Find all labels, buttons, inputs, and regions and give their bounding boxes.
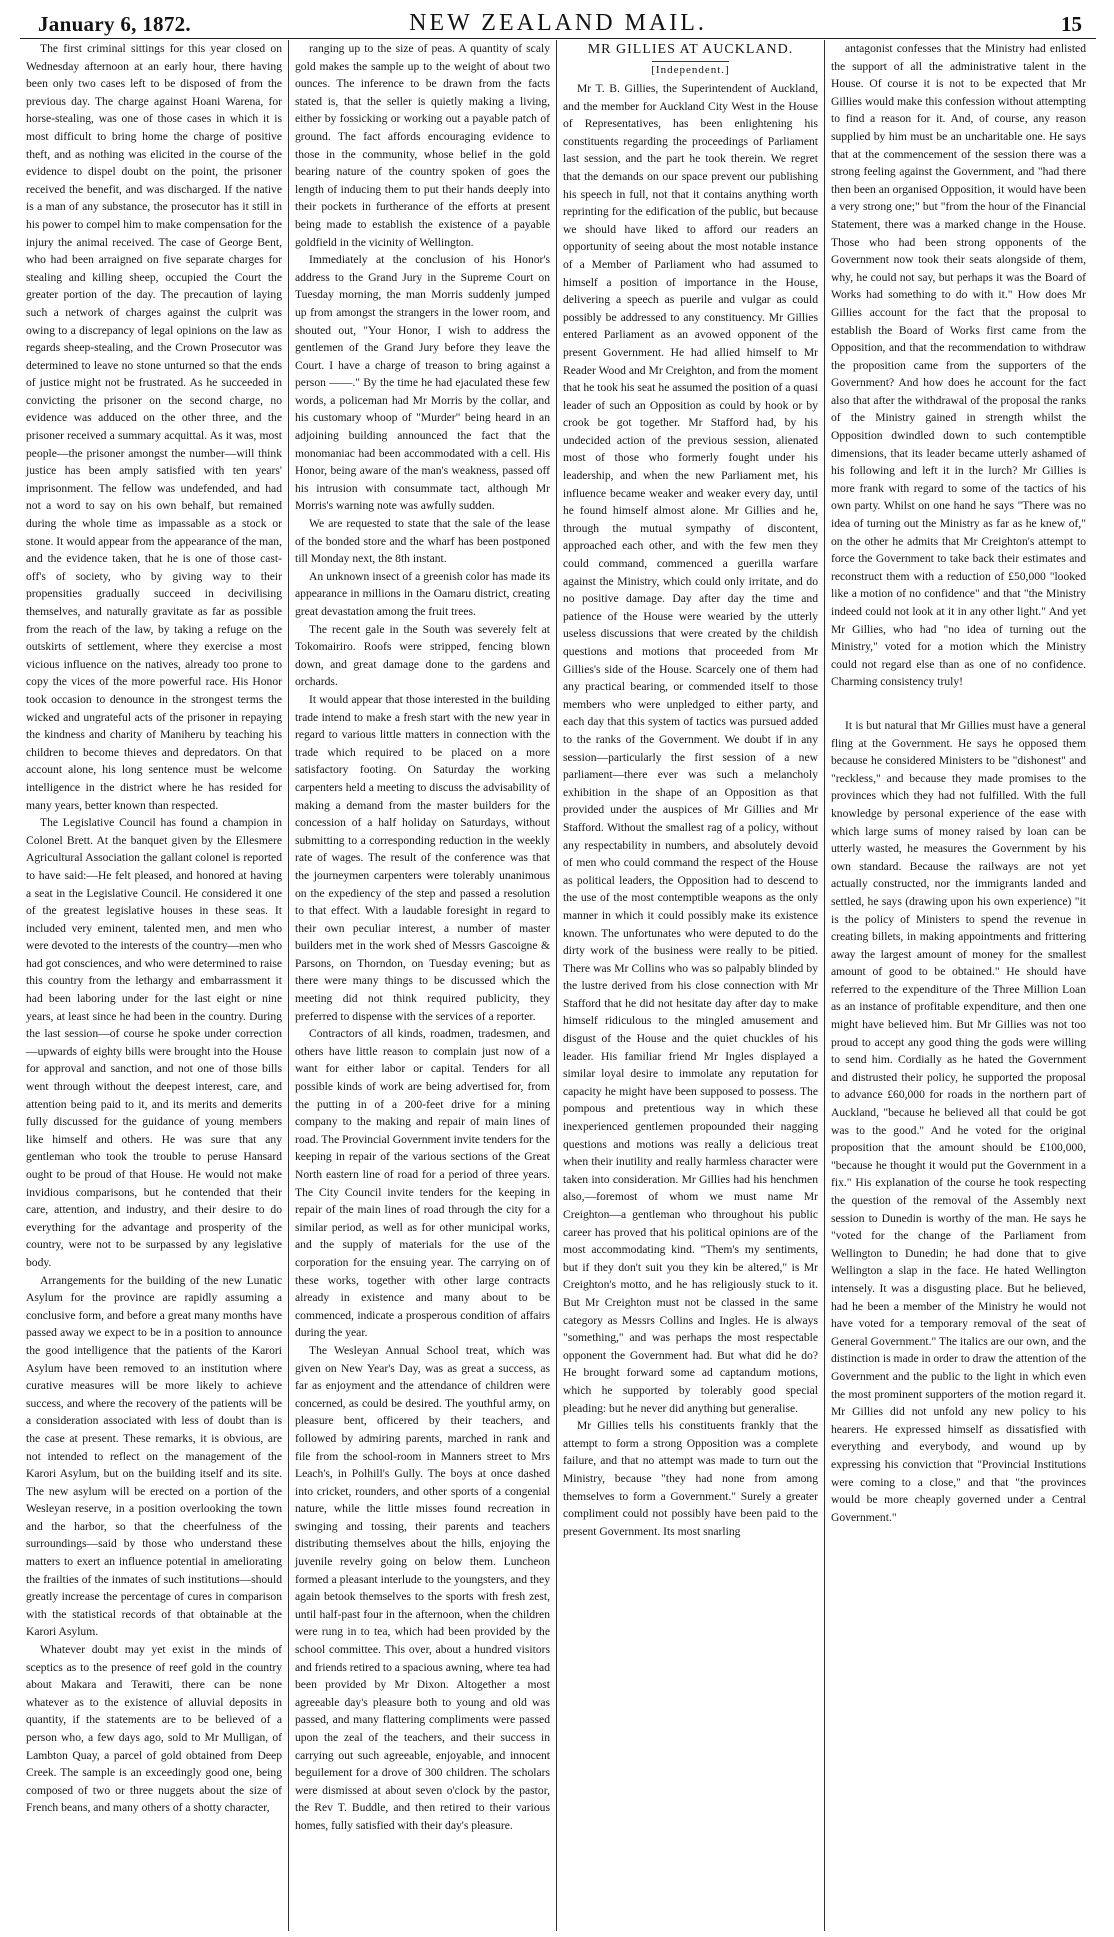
paragraph-insect: An unknown insect of a greenish color has made its appearance in millions in the Oamaru district, creating great devastation among the fruit trees. bbox=[295, 569, 550, 618]
column-3 bbox=[556, 40, 824, 1931]
paragraph-gold-sample: ranging up to the size of peas. A quantity of scaly gold makes the sample up to the weight of about two ounces. The inference to be drawn from the facts stated is, that the seller is quietly making a living, either by fossicking or working out a payable patch of ground. The fact affords encouraging evidence to those in the community, whose belief in the gold bearing nature of the country spoken of goes the length of inducing them to put their hands deeply into their pockets in furtherance of the efforts at present being made to establish the existence of a payable goldfield in the vicinity of Wellington. bbox=[295, 42, 550, 249]
paragraph-reef-gold: Whatever doubt may yet exist in the minds of sceptics as to the presence of reef gold in the country about Makara and Terawiti, there can be none whatever as to the existence of alluvial deposits in quantity, if the statements are to be believed of a person who, a few days ago, sold to Mr Mulligan, of Lambton Quay, a parcel of gold obtained from Deep Creek. The sample is an exceedingly good one, being composed of two or three nuggets about the size of French beans, and many others of a shotty character, bbox=[26, 1643, 282, 1815]
paragraph-gillies-opposition: Mr T. B. Gillies, the Superintendent of Auckland, and the member for Auckland City West in the House of Representatives, has been enlightening his constituents regarding the proceedings of Parliament last session, and the part he took therein. We regret that the demands on our space prevent our publishing his speech in full, not that it contains anything worth reprinting for the edification of the public, but because we should have liked to afford our readers an opportunity of seeing about the most notable instance of a Member of Parliament who had assumed to himself a position of importance in the House, delivering a speech as puerile and vulgar as could possibly be addressed to any constituency. Mr Gillies entered Parliament as an avowed opponent of the present Government. He had allied himself to Mr Reader Wood and Mr Creighton, and from the moment that he took his seat he assumed the position of a quasi leader of such an Opposition as could by hook or by crook be got together. Mr Stafford had, by his undecided action of the previous session, alienated most of those who formerly fought under his leadership, and when the new Parliament met, his influence became weaker and weaker every day, until he found himself almost alone. Mr Gillies and he, through the mutual sympathy of discontent, approached each other, and with the few men they could command, commenced a guerilla warfare against the Ministry, which could only irritate, and do no positive damage. Day after day the time and patience of the House were wearied by the utterly useless discussions that were created by the childish questions and motions that proceeded from Mr Gillies's side of the House. Scarcely one of them had any practical bearing, or commended itself to those members who were unpledged to either party, and each day that this system of tactics was pursued added to the ranks of the Government. We doubt if in any session—particularly the first session of a new parliament—there ever was such a melancholy exhibition in the shape of an Opposition as that provided under the auspices of Mr Gillies and Mr Stafford. Without the smallest rag of a policy, without any respectability in numbers, and absolutely devoid of men who could command the respect of the House as political leaders, the Opposition had to descend to the use of the most contemptible weapons as the only manner in which it could possibly make its existence known. The unfortunates who were deputed to do the dirty work of the business were really to be pitied. There was Mr Collins who was so palpably blinded by the lustre derived from his close connection with Mr Stafford that he did not hesitate day after day to make himself ridiculous to the mingled amusement and disgust of the House and the quiet chuckles of his leader. His familiar friend Mr Ingles displayed a similar loyal desire to immolate any reputation for capacity he might have been supposed to possess. The pompous and pretentious way in which these inexperienced gentlemen propounded their nagging questions and motions was really a delicious treat when their inutility and really harmless character were taken into consideration. Mr Gillies had his henchmen also,—foremost of whom we must name Mr Creighton—a gentleman who throughout his public career has proved that his political opinions are of the most accommodating kind. "Them's my sentiments, but if they don't suit you they kin be altered," is Mr Creighton's motto, and he has religiously stuck to it. But Mr Creighton must not be classed in the same category as Messrs Collins and Ingles. He is always "something," and was perhaps the most respectable opponent the Government had. But what did he do? He brought forward some ad captandum motions, which he supported by tolerably good special pleading: but he never did anything but generalise. bbox=[563, 82, 818, 1415]
column-4 bbox=[824, 40, 1092, 1931]
paragraph-criminal-sittings: The first criminal sittings for this year closed on Wednesday afternoon at an early hour, there having been only two cases left to be disposed of from the previous day. The charge against Hoani Warena, for horse-stealing, was one of those cases in which it is most difficult to bring home the charge of positive theft, and as nothing was elicited in the course of the evidence to dispel doubt on the point, the prisoner received the benefit, and was discharged. If the native is a man of any substance, the prosecutor has it still in his power to compel him to make compensation for the injury the animal received. The case of George Bent, who had been arraigned on five separate charges for stealing and killing sheep, occupied the Court the greater portion of the day. The precaution of laying such a network of charges against the culprit was owing to a discrepancy of legal opinions on the law as regards sheep-stealing, and the Crown Prosecutor was determined to leave no stone unturned so that the ends of justice might not be frustrated. As he succeeded in convicting the prisoner on the second charge, no evidence was adduced on the other three, and the prisoner received a summary acquittal. As it was, most people—the prisoner amongst the number—will think justice has been amply satisfied with ten years' imprisonment. The fellow was undefended, and had not a word to say on his own behalf, but remained during the whole time as impassable as a stock or stone. It would appear from the appearance of the man, and the evidence taken, that he is one of those cast-off's of society, who by giving way to their propensities gradually succeed in decivilising themselves, and naturally gravitate as far as possible from the reach of the law, by taking a refuge on the outskirts of settlement, where they exercise a most vicious influence on the natives, already too prone to copy the vices of the more powerful race. His Honor took occasion to denounce in the strongest terms the wicked and ungrateful acts of the prisoner in repaying the kindness and charity of Maniheru by teaching his children to become thieves and depredators. On that account alone, his long sentence must be welcome intelligence in the district where he has resided for many years, better known than respected. bbox=[26, 42, 282, 812]
column-container bbox=[20, 40, 1096, 1931]
paragraph-bonded-store: We are requested to state that the sale of the lease of the bonded store and the wharf has been postponed till Monday next, the 8th instant. bbox=[295, 517, 550, 566]
page-number: 15 bbox=[1061, 12, 1082, 36]
paragraph-lunatic-asylum: Arrangements for the building of the new Lunatic Asylum for the province are rapidly assuming a conclusive form, and before a great many months have passed away we expect to be in a position to announce the good intelligence that the patients of the Karori Asylum have been removed to an institution where curative measures will be more likely to achieve success, and where the recovery of the patients will be a consideration associated with less of doubt than is the case at present. These remarks, it is obvious, are not intended to reflect on the management of the Karori Asylum, but on the building itself and its site. The new asylum will be erected on a portion of the Wesleyan reserve, in a position overlooking the town and the harbor, so that the cheerfulness of the surroundings—said by those who understand these matters to exert an influence potential in ameliorating the frailties of the inmates of such institutions—should greatly increase the percentage of cures in comparison with the statistical records of that obtainable at the Karori Asylum. bbox=[26, 1273, 282, 1639]
article-source: [Independent.] bbox=[651, 64, 730, 76]
article-heading: MR GILLIES AT AUCKLAND. bbox=[587, 42, 794, 57]
column-2 bbox=[288, 40, 556, 1931]
paragraph-school-treat: The Wesleyan Annual School treat, which was given on New Year's Day, was as great a success, as far as enjoyment and the attendance of children were concerned, as could be desired. The youthful army, on pleasure bent, officered by their teachers, and followed by admiring parents, marched in rank and file from the school-room in Manners street to Mrs Leach's, in Polhill's Gully. The boys at once dashed into cricket, rounders, and other sports of a congenial nature, while the little misses found recreation in swinging and tossing, their parents and teachers distributing themselves about the hills, enjoying the juvenile revelry going on below them. Luncheon formed a pleasant interlude to the youngsters, and they again betook themselves to the sports with fresh zest, until half-past four in the afternoon, when the children were rung in to tea, which had been provided by the school committee. This over, about a hundred visitors and friends retired to a spacious awning, where tea had been provided by Mr Dixon. Altogether a most agreeable day's pleasure both to young and old was passed, and many flattering compliments were passed upon the zeal of the teachers, and their success in carrying out such agreeable, enjoyable, and innocent beguilement for a drove of 300 children. The scholars were dismissed at about seven o'clock by the pastor, the Rev T. Buddle, and then retired to their various homes, fully satisfied with their day's pleasure. bbox=[295, 1343, 550, 1832]
newspaper-title: NEW ZEALAND MAIL. bbox=[409, 10, 707, 36]
masthead bbox=[20, 10, 1096, 39]
paragraph-morris-outburst: Immediately at the conclusion of his Honor's address to the Grand Jury in the Supreme Court on Tuesday morning, the man Morris suddenly jumped up from amongst the strangers in the lower room, and shouted out, "Your Honor, I wish to address the gentlemen of the Grand Jury before they leave the Court. I have a charge of treason to bring against a person ——." By the time he had ejaculated these few words, a policeman had Mr Morris by the collar, and his customary whoop of "Murder" being heard in an adjoining building announced the fact that the monomaniac had been accommodated with a cell. His Honor, being aware of the man's weakness, passed off his intrusion with consummate tact, although Mr Morris's warning note was awfully sudden. bbox=[295, 253, 550, 513]
column-1 bbox=[20, 40, 288, 1931]
paragraph-gale: The recent gale in the South was severely felt at Tokomairiro. Roofs were stripped, fencing blown down, and great damage done to the gardens and orchards. bbox=[295, 622, 550, 689]
issue-date: January 6, 1872. bbox=[38, 12, 191, 36]
heading-divider bbox=[652, 61, 729, 62]
paragraph-legislative-council: The Legislative Council has found a champion in Colonel Brett. At the banquet given by the Ellesmere Agricultural Association the gallant colonel is reported to have said:—He felt pleased, and honored at having a seat in the Legislative Council. He considered it one of the greatest legislative houses in these seas. It included very eminent, talented men, and men who were devoted to the interests of the country—men who had got consciences, and who were determined to raise this country from the lethargy and embarrassment it had been laboring under for the last eight or nine years, at least since he had been in the country. During the last session—of course he spoke under correction—upwards of eighty bills were brought into the House for approval and sanction, and not one of those bills went through without the deepest interest, care, and attention being paid to it, and its merits and demerits fully discussed for the guidance of young members like himself and others. He was sure that any gentleman who took the trouble to peruse Hansard ought to be proud of that House. He would not make invidious comparisons, but he contended that their care, attention, and industry, and their desire to do everything for the advantage and prosperity of the country, were not to be surpassed by any legislative body. bbox=[26, 816, 282, 1269]
paragraph-building-trade: It would appear that those interested in the building trade intend to make a fresh start with the new year in regard to various little matters in connection with the trade which required to be placed on a more satisfactory footing. On Saturday the working carpenters held a meeting to discuss the advisability of making a demand from the master builders for the concession of a half holiday on Saturdays, without submitting to a corresponding reduction in the weekly rate of wages. The result of the conference was that the journeymen carpenters were tolerably unanimous on the expediency of the step and passed a resolution to that effect. With a laudable foresight in regard to their own peculiar interest, a number of master builders met in the work shed of Messrs Gascoigne & Parsons, on Thorndon, on Tuesday evening; but as there were many things to be discussed which the meeting did not think required publicity, they preferred to dispense with the services of a reporter. bbox=[295, 692, 550, 1023]
paragraph-gillies-fling: It is but natural that Mr Gillies must have a general fling at the Government. He says he opposed them because he considered Ministers to be "dishonest" and "reckless," and because they made promises to the provinces which they had not fulfilled. With the full knowledge by personal experience of the ease with which large sums of money raised by loan can be utterly wasted, he measures the Government by his own standard. Because the railways are not yet actually constructed, nor the immigrants landed and settled, he says (drawing upon his own experience) "it is the policy of Ministers to spend the revenue in creating billets, in making appointments and frittering away the largest amount of money for the smallest amount of good to be obtained." He should have referred to the expenditure of the Three Million Loan as an instance of profitable expenditure, and then one might have believed him. But Mr Gillies was not too proud to accept any good thing the gods were willing to send him. Cordially as he hated the Government and distrusted their policy, he supported the proposal to advance £60,000 for roads in the northern part of Auckland, "because he believed all that could be got was to the good." And he voted for the original proposition that the amount should be £100,000, "because he thought it would put the Government in a fix." His explanation of the course he took respecting the question of the removal of the Assembly next session to Dunedin is worthy of the man. He says he "voted for the change of the Parliament from Wellington to Dunedin; he had done that to give Wellington a slap in the face. He hated Wellington intensely. It was a disgusting place. But he believed, had he been a member of the Ministry he would not have voted for a temporary removal of the seat of General Government." The italics are our own, and the distinction is made in order to draw the attention of the Government and the public to the light in which even the most prominent supporters of the motion regard it. Mr Gillies did not unfold any new policy to his hearers. He expressed himself as dissatisfied with everything and everybody, and wound up by expressing his conviction that "Provincial Institutions were coming to a close," and that "the provinces would be more cheaply governed under a Central Government." bbox=[831, 718, 1087, 1524]
paragraph-contractors: Contractors of all kinds, roadmen, tradesmen, and others have little reason to complain just now of a want for either labor or capital. Tenders for all possible kinds of work are being advertised for, from the putting in of a 200-feet drive for a mining company to the making and repair of main lines of road. The Provincial Government invite tenders for the keeping in repair of the various sections of the Great North eastern line of road for a period of three years. The City Council invite tenders for the keeping in repair of the main lines of road through the city for a similar period, as well as for other municipal works, and the supply of materials for the use of the corporation for the ensuing year. The carrying on of these works, together with other large contracts already in existence and many about to be commenced, indicate a prosperous condition of affairs during the year. bbox=[295, 1027, 550, 1340]
paragraph-gillies-confession: antagonist confesses that the Ministry had enlisted the support of all the administrative talent in the House. Of course it is not to be expected that Mr Gillies would make this confession without attempting to find a reason for it. And, of course, any reason supplied by him must be an uncharitable one. He says that at the commencement of the session there was a strong feeling against the Government, and "had there then been an organised Opposition, it would have been a very strong one;" but "from the hour of the Financial Statement, there was a marked change in the House. Those who had been strong opponents of the Government now took their seats alongside of them, why, he could not say, but perhaps it was the Board of Works had something to do with it." How does Mr Gillies account for the fact that the proposal to establish the Board of Works first came from the Opposition, and that the recommendation to withdraw the proposition came from the supporters of the Government? And how does he account for the fact also that after the withdrawal of the proposal the ranks of the Ministry gained in strength whilst the Opposition dwindled down to such contemptible dimensions, that its leader became utterly ashamed of his following and left it in the lurch? Mr Gillies is more frank with regard to some of the tactics of his own party. Whilst on one hand he says "There was no idea of turning out the Ministry as far as he knew of," on the other he admits that Mr Creighton's attempt to force the Government to take back their estimates and reconstruct them with a reduction of £50,000 "looked like a motion of no confidence" and that "the Ministry indeed could not look at it in any other light." And yet Mr Gillies, who had "no idea of turning out the Ministry," voted for a motion which the Ministry could not regard else than as one of no confidence. Charming consistency truly! bbox=[831, 42, 1086, 689]
paragraph-gillies-failure: Mr Gillies tells his constituents frankly that the attempt to form a strong Opposition was a complete failure, and that no attempt was made to turn out the Ministry, because "they had none from among themselves to form a Government." Surely a greater compliment could not possibly have been paid to the present Government. Its most snarling bbox=[563, 1419, 818, 1538]
